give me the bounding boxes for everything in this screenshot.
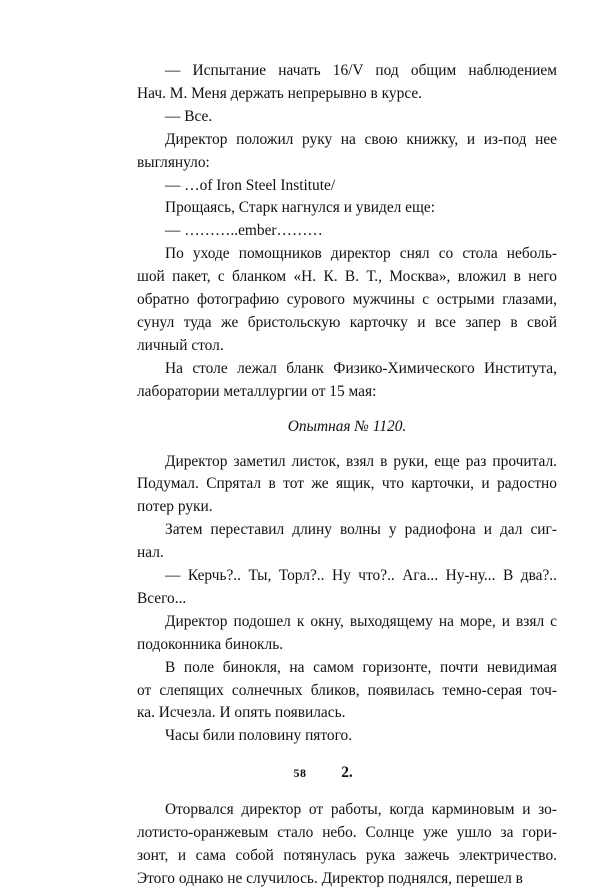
text-line: личный стол. (137, 336, 224, 354)
text-line: На столе лежал бланк Физико-Химического Института, (165, 359, 557, 377)
text-line: шой пакет, с бланком «Н. К. В. Т., Москва», вложил в него (137, 268, 557, 286)
text-line: подоконника бинокль. (137, 635, 284, 653)
text-line: — …of Iron Steel Institute/ (165, 176, 336, 194)
text-line: Часы били половину пятого. (165, 727, 353, 745)
text-line: лотисто-оранжевым стало небо. Солнце уже ушло за гори- (137, 824, 557, 842)
text-line: Директор подошел к окну, выходящему на море, и взял с (165, 612, 557, 630)
text-line: Подумал. Спрятал в тот же ящик, что карточки, и радостно (137, 475, 557, 493)
text-line: нал. (137, 544, 164, 562)
text-line: Этого однако не случилось. Директор поднялся, перешел в (137, 869, 523, 887)
text-line: Директор положил руку на свою книжку, и из-под нее (165, 130, 557, 148)
text-line: По уходе помощников директор снял со стола неболь- (165, 245, 557, 263)
page-number: 58 (293, 766, 307, 780)
text-line: В поле бинокля, на самом горизонте, почти невидимая (165, 658, 557, 676)
text-line: обратно фотографию сурового мужчины с острыми глазами, (137, 291, 557, 309)
text-line: Всего... (137, 589, 187, 607)
text-line: Директор заметил листок, взял в руки, еще раз прочитал. (165, 452, 557, 470)
text-line: ка. Исчезла. И опять появилась. (137, 704, 346, 722)
text-line: Затем переставил длину волны у радиофона и дал сиг- (165, 521, 557, 539)
text-line: Оторвался директор от работы, когда карминовым и зо- (165, 801, 557, 819)
text-line: Нач. М. Меня держать непрерывно в курсе. (137, 84, 423, 102)
text-line: — Все. (165, 107, 213, 125)
text-line: от слепящих солнечных бликов, появилась темно-серая точ- (137, 681, 557, 699)
text-line: потер руки. (137, 498, 213, 516)
text-line: — Керчь?.. Ты, Торл?.. Ну что?.. Ага... Ну-ну... В два?.. (165, 567, 557, 585)
text-line: — Испытание начать 16/V под общим наблюдением (165, 62, 557, 79)
text-line: выглянуло: (137, 153, 210, 171)
text-line: — ………..ember……… (165, 222, 323, 240)
section-number: 2. (341, 764, 353, 782)
text-line: зонт, и сама собой потянулась рука зажечь электричество. (137, 847, 557, 864)
experimental-label: Опытная № 1120. (287, 417, 407, 435)
text-line: сунул туда же бристольскую карточку и все запер в свой (137, 313, 557, 331)
text-line: лаборатории металлургии от 15 мая: (137, 382, 377, 400)
text-line: Прощаясь, Старк нагнулся и увидел еще: (165, 199, 435, 217)
